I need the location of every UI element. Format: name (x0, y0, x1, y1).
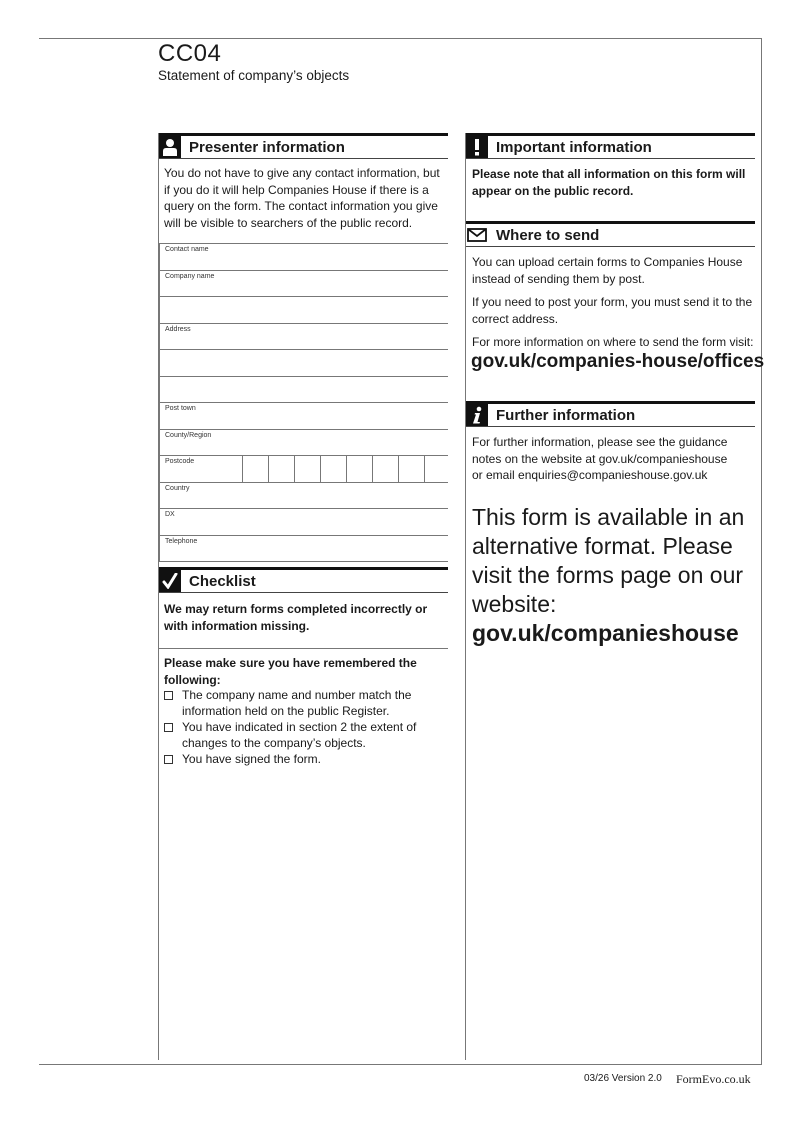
post-town-field[interactable] (159, 403, 448, 430)
postcode-box[interactable] (372, 456, 394, 483)
where-to-send-section-header (466, 221, 755, 247)
top-rule (39, 38, 762, 39)
divider (159, 648, 448, 649)
envelope-icon (466, 224, 488, 246)
company-name-label: Company name (165, 272, 215, 280)
checklist-item[interactable] (162, 719, 442, 751)
country-label: Country (165, 484, 190, 492)
exclamation-icon (466, 136, 488, 158)
checklist-title: Checklist (189, 572, 256, 590)
further-info-title: Further information (496, 406, 636, 424)
offices-link[interactable]: gov.uk/companies-house/offices (471, 351, 765, 372)
address-line-3[interactable] (159, 377, 448, 404)
important-title: Important information (496, 138, 652, 156)
postcode-label: Postcode (165, 458, 195, 465)
presenter-intro: You do not have to give any contact information, but if you do it will help Companies House if there is a query on the form. The contact information you give will be visible to searchers of the public record. (164, 166, 440, 230)
presenter-section-header (159, 133, 448, 159)
postcode-box[interactable] (294, 456, 316, 483)
telephone-field[interactable] (159, 536, 448, 563)
alternative-format-text: This form is available in an alternative format. Please visit the forms page on our website: (472, 504, 745, 617)
checklist-item-text: You have indicated in section 2 the extent of changes to the company’s objects. (182, 720, 417, 750)
checklist-item[interactable] (162, 751, 442, 767)
address-label: Address (165, 325, 191, 333)
checklist-warning: We may return forms completed incorrectly or with information missing. (164, 602, 428, 633)
checklist-section-header (159, 567, 448, 593)
county-region-label: County/Region (165, 431, 212, 439)
contact-name-label: Contact name (165, 246, 209, 253)
dx-field[interactable] (159, 509, 448, 536)
checklist-item-text: The company name and number match the information held on the public Register. (182, 688, 412, 718)
address-line-2[interactable] (159, 350, 448, 377)
postcode-box[interactable] (242, 456, 264, 483)
important-section-header (466, 133, 755, 159)
postcode-box[interactable] (424, 456, 446, 483)
checklist-items (162, 687, 442, 767)
postcode-box[interactable] (268, 456, 290, 483)
form-code: CC04 (158, 40, 222, 67)
checkbox[interactable] (164, 723, 173, 732)
where-to-send-title: Where to send (496, 226, 600, 244)
form-title: Statement of company’s objects (158, 68, 350, 83)
postcode-box[interactable] (346, 456, 368, 483)
alternative-format-notice (472, 503, 762, 648)
further-info-line: or email enquiries@companieshouse.gov.uk (472, 468, 708, 482)
footer-version: 03/26 Version 2.0 (584, 1073, 662, 1084)
company-name-line-2[interactable] (159, 297, 448, 324)
telephone-label: Telephone (165, 537, 198, 545)
footer-brand: FormEvo.co.uk (676, 1072, 751, 1086)
further-info-text (472, 434, 755, 484)
postcode-box[interactable] (320, 456, 342, 483)
presenter-title: Presenter information (189, 138, 345, 156)
checklist-item[interactable] (162, 687, 442, 719)
company-name-field[interactable] (159, 271, 448, 298)
further-info-line: For further information, please see the guidance (472, 435, 728, 449)
post-town-label: Post town (165, 405, 196, 412)
checkbox[interactable] (164, 755, 173, 764)
checklist-item-text: You have signed the form. (182, 752, 321, 766)
where-to-send-p3: For more information on where to send the form visit: (472, 335, 754, 349)
companies-house-link[interactable]: gov.uk/companieshouse (472, 620, 739, 646)
country-field[interactable] (159, 483, 448, 510)
info-icon (466, 404, 488, 426)
person-icon (159, 136, 181, 158)
address-field[interactable] (159, 324, 448, 351)
contact-name-field[interactable] (159, 244, 448, 271)
postcode-box[interactable] (398, 456, 420, 483)
bottom-rule (39, 1064, 762, 1065)
postcode-field[interactable] (159, 456, 448, 483)
county-region-field[interactable] (159, 430, 448, 457)
checklist-reminder: Please make sure you have remembered the following: (164, 656, 417, 687)
further-info-line: notes on the website at gov.uk/companieshouse (472, 451, 728, 466)
dx-label: DX (165, 511, 175, 518)
important-text: Please note that all information on this form will appear on the public record. (472, 167, 746, 198)
middle-column-line (465, 133, 466, 1060)
further-info-section-header (466, 401, 755, 427)
checkmark-icon (159, 570, 181, 592)
checkbox[interactable] (164, 691, 173, 700)
where-to-send-p1: You can upload certain forms to Companies House instead of sending them by post. (472, 255, 743, 286)
where-to-send-p2: If you need to post your form, you must send it to the correct address. (472, 295, 753, 326)
